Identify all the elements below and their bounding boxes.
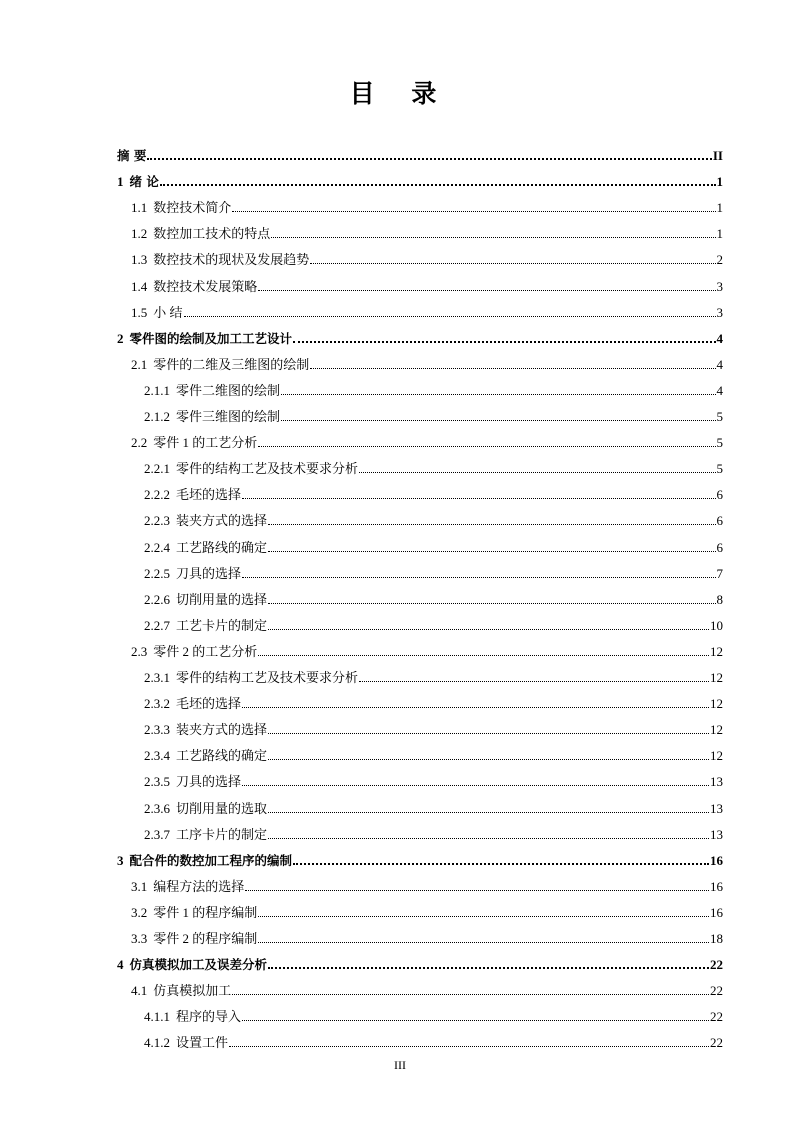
toc-entry-title <box>117 957 267 972</box>
toc-entry-number: 3.1 <box>131 878 148 894</box>
toc-entry[interactable] <box>144 613 723 633</box>
dot-leader <box>359 681 709 682</box>
toc-entry-title <box>144 618 267 633</box>
toc-entry-title <box>144 801 267 816</box>
toc-entry-label: 仿真模拟加工 <box>153 983 232 999</box>
toc-entry-title <box>131 905 257 920</box>
toc-entry-number: 2.1.2 <box>144 409 170 424</box>
toc-entry[interactable] <box>131 874 723 894</box>
toc-entry-number: 4 <box>117 957 124 973</box>
toc-entry-page: 13 <box>710 800 723 816</box>
toc-entry-page: 22 <box>710 1009 723 1025</box>
toc-entry[interactable] <box>131 926 723 946</box>
toc-entry-page: 7 <box>716 565 723 581</box>
toc-entry-number: 1 <box>117 174 124 190</box>
dot-leader <box>268 759 709 760</box>
dot-leader <box>293 341 715 343</box>
toc-entry[interactable] <box>144 535 723 555</box>
toc-entry-label: 数控技术简介 <box>153 200 232 216</box>
toc-entry-number: 2.1 <box>131 356 148 372</box>
toc-entry-number: 2.2 <box>131 435 148 451</box>
toc-entry-title <box>117 174 159 189</box>
toc-entry[interactable] <box>117 952 723 972</box>
toc-entry[interactable] <box>117 169 723 189</box>
toc-entry-label: 工艺卡片的制定 <box>176 617 268 633</box>
toc-entry-title <box>144 1035 228 1050</box>
dot-leader <box>268 524 715 525</box>
toc-entry-number: 4.1 <box>131 983 148 999</box>
dot-leader <box>268 812 709 813</box>
toc-entry[interactable] <box>131 639 723 659</box>
toc-entry[interactable] <box>144 717 723 737</box>
dot-leader <box>268 603 715 604</box>
toc-entry-page: 13 <box>710 774 723 790</box>
toc-entry-label: 零件 2 的工艺分析 <box>153 643 258 659</box>
toc-entry-title <box>144 592 267 607</box>
toc-entry-page: 5 <box>716 409 723 424</box>
toc-entry-number: 2.1.1 <box>144 382 170 398</box>
toc-entry-label: 数控技术发展策略 <box>153 278 258 294</box>
toc-entry-label: 装夹方式的选择 <box>176 513 268 529</box>
toc-entry-page: 22 <box>710 1035 723 1051</box>
toc-entry[interactable] <box>144 378 723 398</box>
toc-entry[interactable] <box>144 456 723 476</box>
toc-entry-number: 2.2.4 <box>144 539 170 555</box>
dot-leader <box>359 472 715 473</box>
toc-entry-label: 刀具的选择 <box>176 565 242 581</box>
toc-entry-label: 编程方法的选择 <box>153 878 245 894</box>
toc-entry-page: 4 <box>716 330 723 346</box>
dot-leader <box>258 655 709 656</box>
toc-entry-number: 2.3.4 <box>144 748 170 764</box>
toc-entry-title <box>131 226 270 241</box>
toc-entry-title <box>131 279 257 294</box>
toc-entry-label: 小 结 <box>153 304 183 320</box>
toc-entry-page: 3 <box>716 278 723 294</box>
toc-entry-page: 12 <box>710 670 723 685</box>
toc-entry-label: 零件二维图的绘制 <box>176 382 281 398</box>
toc-entry-label: 刀具的选择 <box>176 774 242 790</box>
toc-entry[interactable] <box>131 352 723 372</box>
toc-entry-page: 6 <box>716 513 723 529</box>
toc-entry-page: 16 <box>710 904 723 920</box>
dot-leader <box>229 1046 709 1047</box>
toc-entry-label: 零件 1 的工艺分析 <box>153 435 258 451</box>
toc-entry-page: 18 <box>710 931 723 946</box>
dot-leader <box>232 994 709 995</box>
toc-entry[interactable] <box>144 822 723 842</box>
dot-leader <box>310 263 715 264</box>
dot-leader <box>258 290 715 291</box>
toc-entry[interactable] <box>117 143 723 163</box>
toc-entry-title <box>144 461 358 476</box>
toc-entry-label: 程序的导入 <box>176 1009 242 1025</box>
toc-entry-label: 切削用量的选择 <box>176 591 268 607</box>
dot-leader <box>271 237 715 238</box>
dot-leader <box>258 446 715 447</box>
toc-entry[interactable] <box>144 1004 723 1024</box>
toc-entry-title <box>144 383 280 398</box>
toc-entry-number: 1.1 <box>131 200 148 216</box>
toc-entry-number: 2.2.2 <box>144 487 170 503</box>
toc-entry[interactable] <box>131 300 723 320</box>
toc-entry-label: 零件 1 的程序编制 <box>153 904 258 920</box>
toc-entry[interactable] <box>131 978 723 998</box>
toc-entry-title <box>144 1009 241 1024</box>
toc-entry-page: 4 <box>716 382 723 398</box>
toc-entry-label: 零件图的绘制及加工工艺设计 <box>129 330 293 346</box>
toc-entry[interactable] <box>144 769 723 789</box>
dot-leader <box>258 942 709 943</box>
toc-entry-number: 4.1.1 <box>144 1009 170 1025</box>
toc-entry[interactable] <box>144 587 723 607</box>
dot-leader <box>281 394 715 395</box>
toc-entry-title <box>144 487 241 502</box>
toc-entry[interactable] <box>131 274 723 294</box>
toc-entry-title <box>131 435 257 450</box>
toc-entry-number: 4.1.2 <box>144 1035 170 1051</box>
toc-entry-label: 零件三维图的绘制 <box>176 409 281 424</box>
toc-entry-page: 4 <box>716 356 723 372</box>
dot-leader <box>232 211 715 212</box>
toc-entry-number: 2.3.1 <box>144 670 170 685</box>
toc-entry-page: 6 <box>716 539 723 555</box>
dot-leader <box>281 420 715 421</box>
toc-entry-label: 工序卡片的制定 <box>176 826 268 842</box>
toc-entry-label: 绪 论 <box>129 174 159 190</box>
toc-entry-title <box>117 853 292 868</box>
toc-entry-label: 零件的二维及三维图的绘制 <box>153 356 310 372</box>
toc-entry-page: 5 <box>716 461 723 477</box>
toc-entry-number: 2.3.7 <box>144 826 170 842</box>
toc-entry-label: 工艺路线的确定 <box>176 539 268 555</box>
toc-entry-title <box>144 566 241 581</box>
toc-entry-title <box>144 513 267 528</box>
toc-entry-page: 6 <box>716 487 723 503</box>
toc-entry[interactable] <box>144 665 723 685</box>
toc-entry-page: 12 <box>710 643 723 659</box>
toc-entry-number: 1.5 <box>131 304 148 320</box>
dot-leader <box>242 785 709 786</box>
toc-entry-number: 2 <box>117 330 124 346</box>
page-title: 目 录 <box>349 79 451 108</box>
dot-leader <box>242 1020 709 1021</box>
toc-entry-page: 1 <box>716 200 723 216</box>
toc-entry-label: 仿真模拟加工及误差分析 <box>129 957 268 973</box>
dot-leader <box>310 368 715 369</box>
toc-entry-page: 10 <box>710 617 723 633</box>
toc-entry[interactable] <box>131 247 723 267</box>
toc-entry-page: 12 <box>710 748 723 764</box>
page-number: III <box>394 1058 406 1072</box>
toc-entry-title <box>131 252 309 267</box>
dot-leader <box>268 967 709 969</box>
toc-entry-label: 配合件的数控加工程序的编制 <box>129 852 293 868</box>
toc-entry-number: 2.3.2 <box>144 696 170 712</box>
toc-entry-page: 16 <box>710 852 723 868</box>
toc-entry[interactable] <box>144 691 723 711</box>
toc-entry-label: 工艺路线的确定 <box>176 748 268 764</box>
dot-leader <box>268 629 709 630</box>
toc-entry-title <box>144 827 267 842</box>
toc-entry-label: 摘 要 <box>117 148 147 163</box>
toc-entry[interactable] <box>117 848 723 868</box>
toc-entry-page: 22 <box>710 983 723 999</box>
toc-entry-number: 2.2.1 <box>144 461 170 477</box>
toc-entry-label: 装夹方式的选择 <box>176 722 268 738</box>
toc-entry-label: 设置工件 <box>176 1035 229 1051</box>
toc-entry-page: 13 <box>710 826 723 842</box>
toc-entry-title <box>131 931 257 946</box>
toc-entry-label: 毛坯的选择 <box>176 696 242 712</box>
toc-entry-label: 零件 2 的程序编制 <box>153 931 258 946</box>
toc-entry-number: 2.2.5 <box>144 565 170 581</box>
toc-entry[interactable] <box>144 561 723 581</box>
toc-entry-number: 3 <box>117 852 124 868</box>
dot-leader <box>268 551 715 552</box>
dot-leader <box>268 838 709 839</box>
toc-entry[interactable] <box>144 796 723 816</box>
toc-entry-title <box>131 644 257 659</box>
toc-entry[interactable] <box>144 743 723 763</box>
toc-entry[interactable] <box>144 1030 723 1050</box>
toc-entry-page: 1 <box>716 174 723 190</box>
toc-entry[interactable] <box>131 221 723 241</box>
toc-entry-title <box>131 983 231 998</box>
toc-entry-number: 2.2.3 <box>144 513 170 529</box>
toc-entry[interactable] <box>131 900 723 920</box>
toc-entry-label: 零件的结构工艺及技术要求分析 <box>176 461 359 477</box>
toc-entry-title <box>131 879 244 894</box>
dot-leader <box>160 184 716 186</box>
toc-entry-number: 2.3.5 <box>144 774 170 790</box>
toc-entry-title <box>144 722 267 737</box>
toc-entry-title <box>117 148 146 163</box>
toc-entry[interactable] <box>131 430 723 450</box>
toc-entry-title <box>144 540 267 555</box>
toc-entry-label: 数控技术的现状及发展趋势 <box>153 252 310 268</box>
toc-entry[interactable] <box>144 482 723 502</box>
toc-entry-page: 3 <box>716 304 723 320</box>
toc-entry-page: 1 <box>716 226 723 242</box>
dot-leader <box>258 916 709 917</box>
dot-leader <box>242 498 715 499</box>
toc-entry-title <box>144 409 280 424</box>
toc-entry-number: 3.3 <box>131 931 148 946</box>
toc-entry-number: 2.3.6 <box>144 800 170 816</box>
dot-leader <box>245 890 709 891</box>
toc-entry[interactable] <box>117 326 723 346</box>
toc-entry-page: 12 <box>710 722 723 738</box>
toc-entry-number: 2.3.3 <box>144 722 170 738</box>
toc-entry-label: 零件的结构工艺及技术要求分析 <box>176 670 359 685</box>
toc-entry-label: 切削用量的选取 <box>176 800 268 816</box>
toc-entry-title <box>131 357 309 372</box>
toc-entry-page: 12 <box>710 696 723 712</box>
toc-entry-number: 2.2.7 <box>144 617 170 633</box>
toc-entry-page: 2 <box>716 252 723 268</box>
toc-entry-title <box>144 748 267 763</box>
toc-entry-page: 8 <box>716 591 723 607</box>
dot-leader <box>242 577 715 578</box>
toc-entry-number: 2.2.6 <box>144 591 170 607</box>
toc-entry[interactable] <box>144 508 723 528</box>
toc-entry[interactable] <box>144 404 723 424</box>
toc-entry-number: 1.2 <box>131 226 148 242</box>
dot-leader <box>268 733 709 734</box>
toc-entry-title <box>144 670 358 685</box>
toc-entry-title <box>144 774 241 789</box>
toc-entry-label: 毛坯的选择 <box>176 487 242 503</box>
toc-entry-title <box>131 305 183 320</box>
toc-entry-number: 2.3 <box>131 643 148 659</box>
toc-entry-number: 3.2 <box>131 904 148 920</box>
toc-entry[interactable] <box>131 195 723 215</box>
toc-entry-title <box>131 200 231 215</box>
toc-entry-page: 16 <box>710 878 723 894</box>
toc-entry-label: 数控加工技术的特点 <box>153 226 271 242</box>
toc-entry-page: 5 <box>716 435 723 451</box>
dot-leader <box>147 158 712 160</box>
dot-leader <box>293 863 709 865</box>
dot-leader <box>184 316 716 317</box>
dot-leader <box>242 707 709 708</box>
toc-entry-title <box>144 696 241 711</box>
toc-entry-number: 1.3 <box>131 252 148 268</box>
toc-entry-title <box>117 331 292 346</box>
toc-entry-page: 22 <box>710 957 723 973</box>
toc-entry-page: II <box>712 148 723 163</box>
toc-entry-number: 1.4 <box>131 278 148 294</box>
